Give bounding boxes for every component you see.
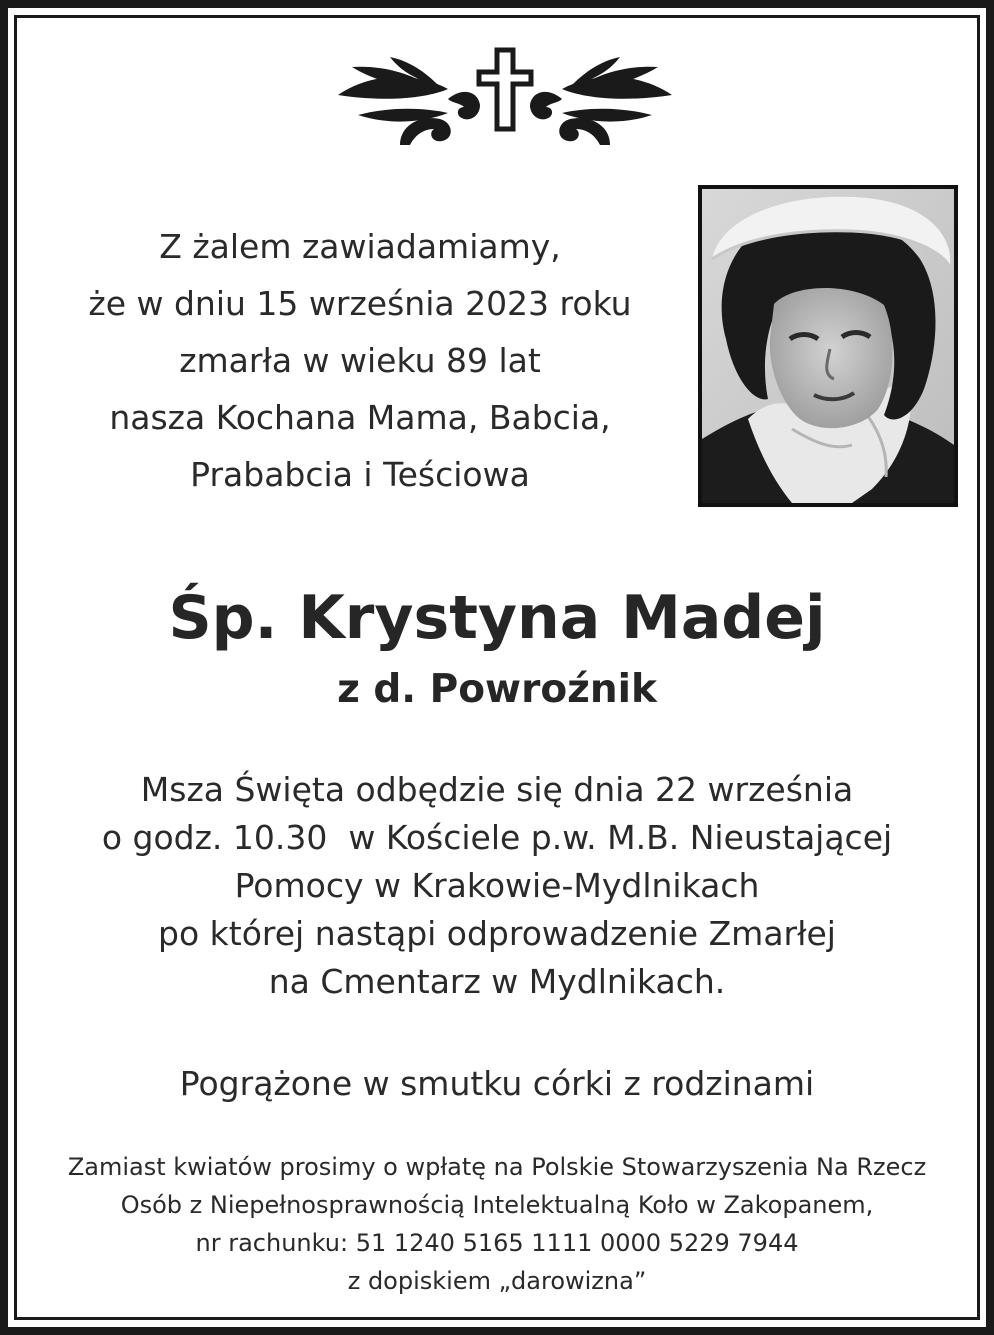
donation-request: [0, 1148, 994, 1300]
donation-line: Zamiast kwiatów prosimy o wpłatę na Polskie Stowarzyszenia Na Rzecz: [67, 1153, 927, 1181]
mourners-signature: Pogrążone w smutku córki z rodzinami: [179, 1064, 815, 1103]
mass-information: [0, 766, 994, 1006]
announcement-line: zmarła w wieku 89 lat: [179, 341, 541, 380]
bank-account-line: nr rachunku: 51 1240 5165 1111 0000 5229 7944: [195, 1229, 799, 1257]
mass-line: po której nastąpi odprowadzenie Zmarłej: [158, 914, 836, 953]
cross-with-leaves-icon: [330, 45, 680, 150]
announcement-line: że w dniu 15 września 2023 roku: [88, 284, 632, 323]
donation-line: z dopiskiem „darowizna”: [347, 1267, 647, 1295]
mass-line: Pomocy w Krakowie-Mydlnikach: [234, 866, 760, 905]
maiden-name: z d. Powroźnik: [337, 667, 657, 712]
deceased-name: Śp. Krystyna Madej: [168, 583, 826, 653]
announcement-line: Z żalem zawiadamiamy,: [159, 227, 561, 266]
announcement-text: [40, 218, 680, 503]
announcement-line: Prababcia i Teściowa: [190, 455, 530, 494]
mass-line: na Cmentarz w Mydlnikach.: [268, 962, 726, 1001]
mass-line: o godz. 10.30 w Kościele p.w. M.B. Nieustającej: [101, 818, 893, 857]
portrait-photo: [698, 185, 958, 507]
mass-line: Msza Święta odbędzie się dnia 22 września: [140, 770, 854, 809]
donation-line: Osób z Niepełnosprawnością Intelektualną Koło w Zakopanem,: [120, 1191, 874, 1219]
announcement-line: nasza Kochana Mama, Babcia,: [109, 398, 611, 437]
